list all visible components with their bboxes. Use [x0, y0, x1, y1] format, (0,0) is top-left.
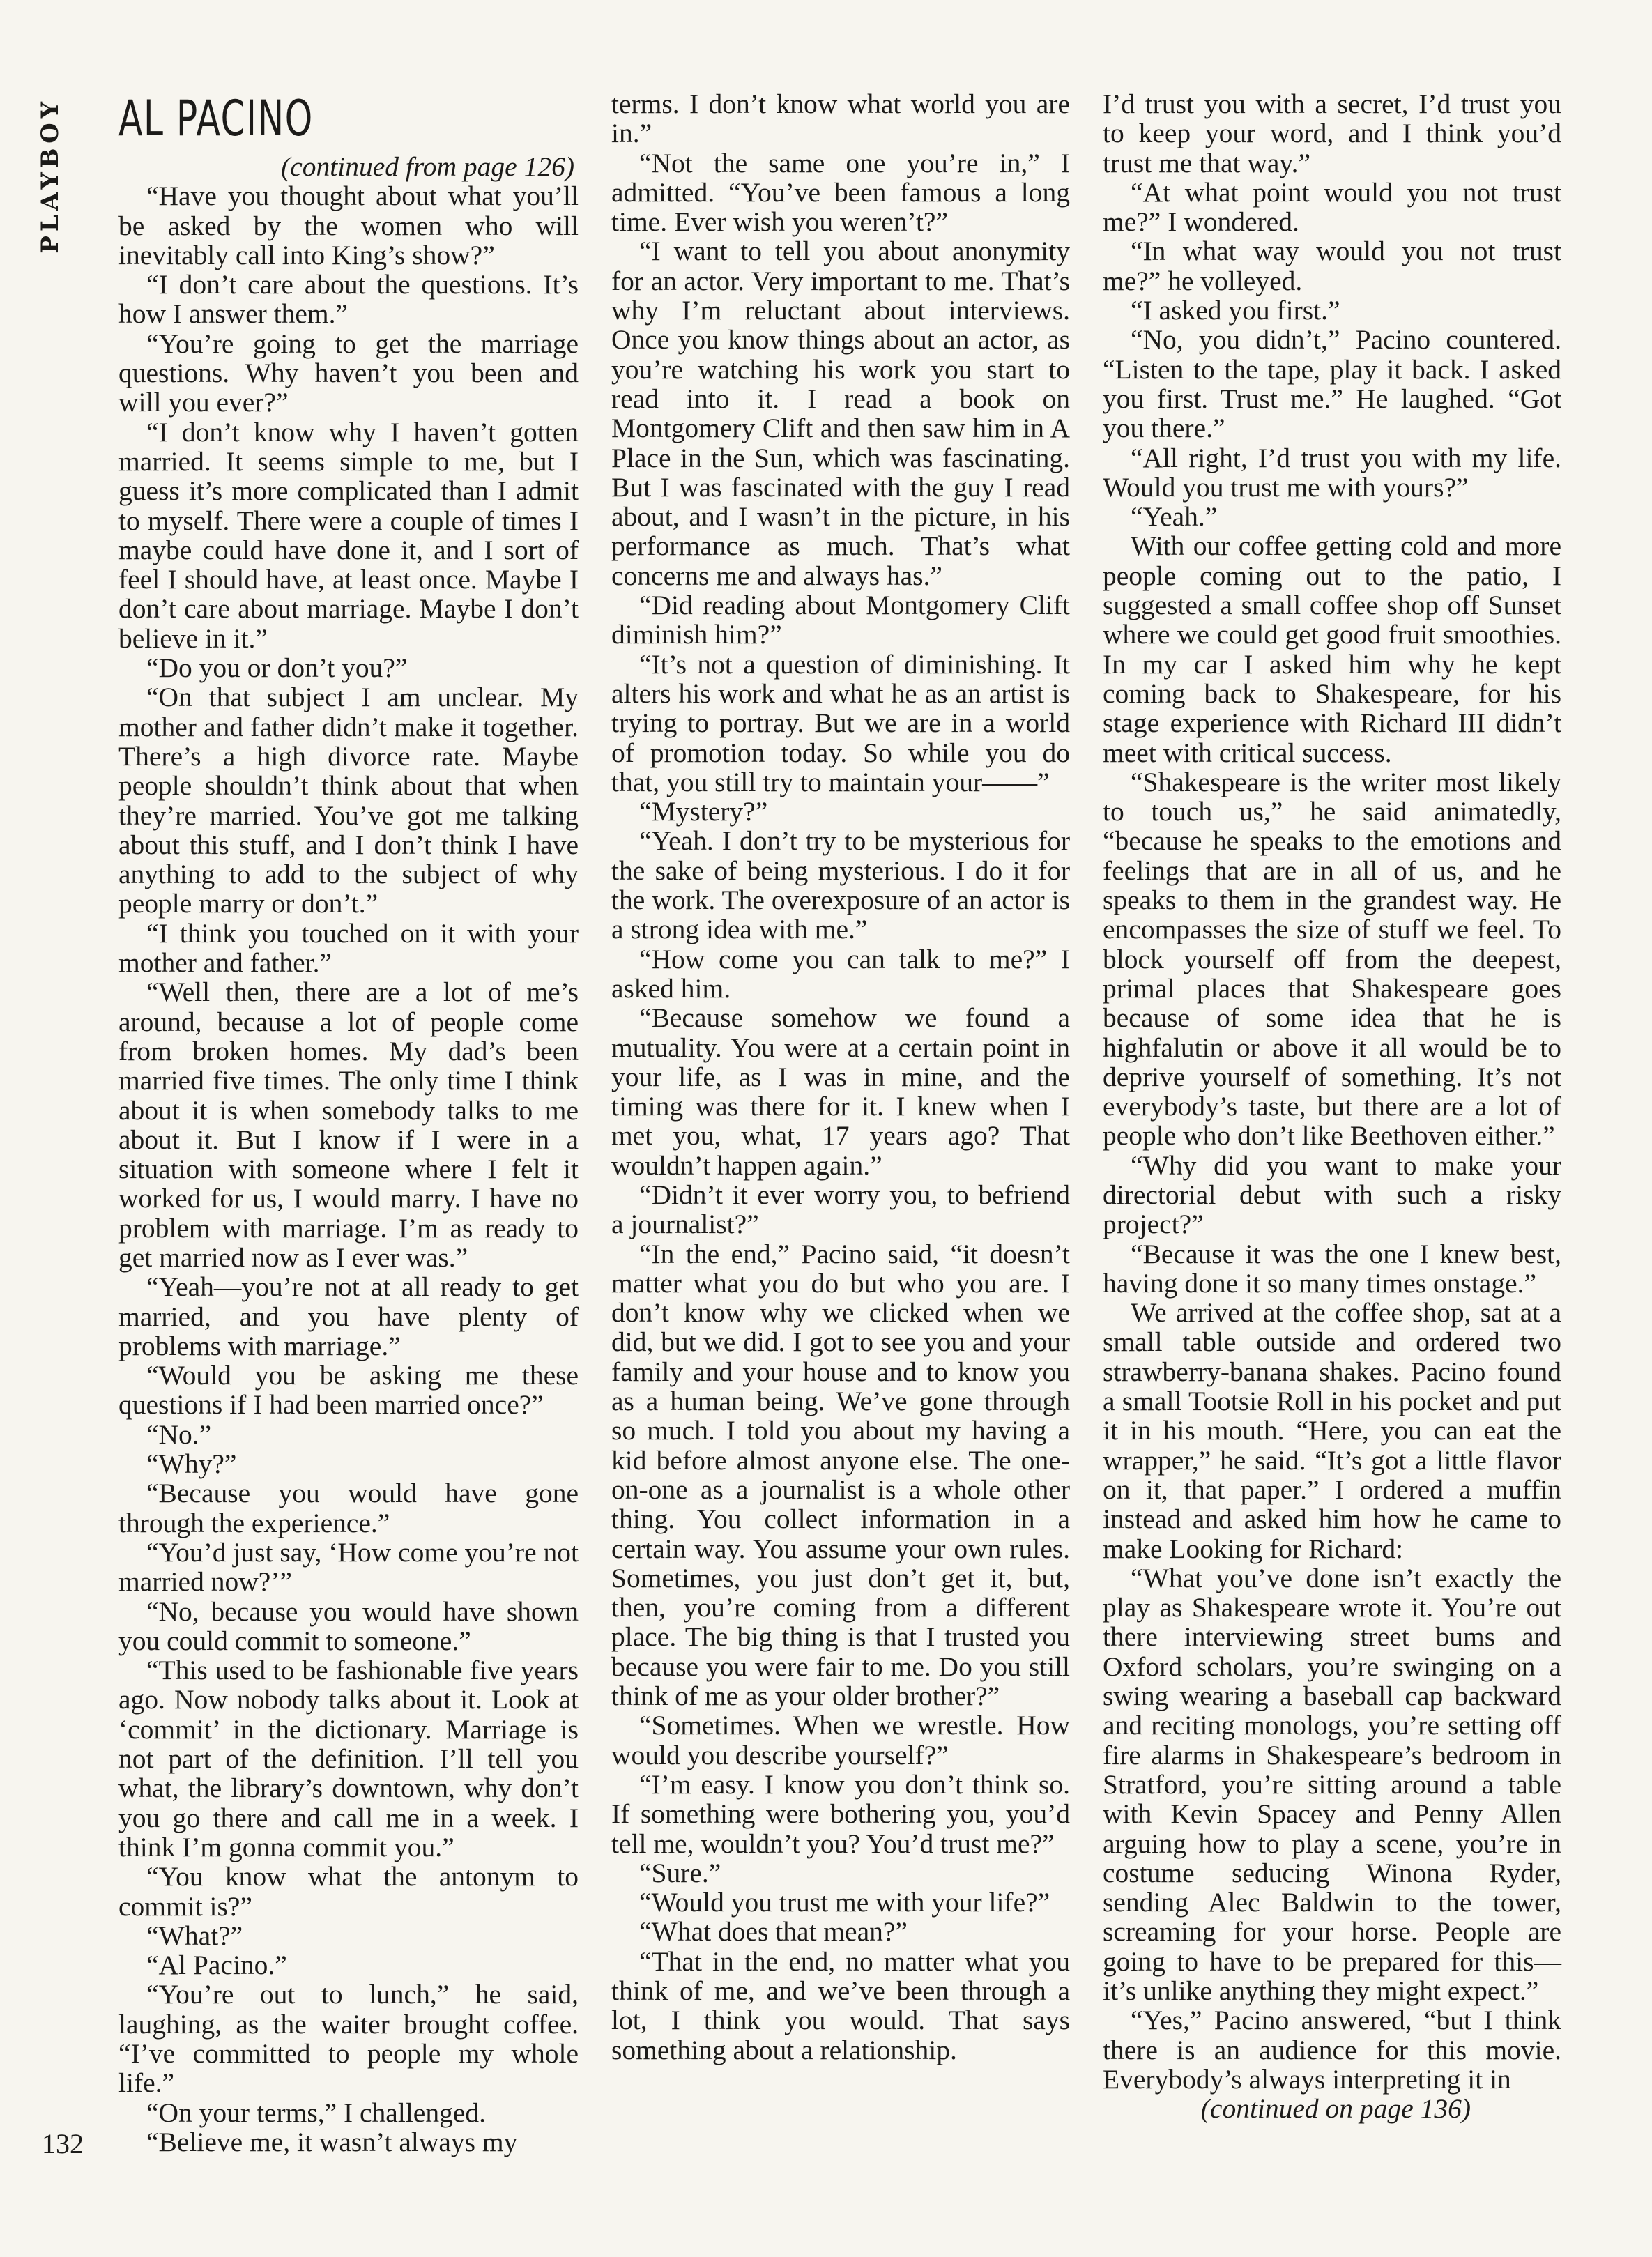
paragraph: “Because it was the one I knew best, having done it so many times onstage.” — [1103, 1238, 1561, 1299]
paragraph: “No.” — [146, 1418, 212, 1450]
paragraph: “Sure.” — [639, 1857, 721, 1888]
paragraph: “How come you can talk to me?” I asked him. — [611, 943, 1070, 1004]
paragraph: “You’d just say, ‘How come you’re not married now?’” — [118, 1536, 579, 1598]
paragraph: “Well then, there are a lot of me’s around, because a lot of people come from broken homes. My dad’s been married five times. The only time I think about it is when somebody talks to me about it. But I know if I were in a situation with someone where I felt it worked for us, I would marry. I have no problem with marriage. I’m as ready to get married now as I ever was.” — [118, 977, 579, 1273]
paragraph: “Yeah.” — [1131, 501, 1218, 533]
continued-from-note: (continued from page 126) — [281, 151, 574, 182]
paragraph: “This used to be fashionable five years ago. Now nobody talks about it. Look at ‘commit’ in the dictionary. Marriage is not part of the definition. I’ll tell you what, the library’s downtown, why don’t you go there and call me in a week. I think I’m gonna commit you.” — [118, 1655, 579, 1862]
paragraph: “I don’t care about the questions. It’s how I answer them.” — [118, 269, 579, 330]
paragraph: terms. I don’t know what world you are in.” — [611, 89, 1070, 149]
paragraph: I’d trust you with a secret, I’d trust you to keep your word, and I think you’d trust me that way.” — [1103, 89, 1561, 178]
article-headline: AL PACINO — [118, 90, 314, 147]
paragraph: “Why did you want to make your directorial debut with such a risky project?” — [1103, 1149, 1561, 1240]
column-2 — [611, 89, 1070, 2065]
paragraph: “Not the same one you’re in,” I admitted. “You’ve been famous a long time. Ever wish you weren’t?” — [611, 147, 1070, 238]
paragraph: “Yes,” Pacino answered, “but I think there is an audience for this movie. Everybody’s always interpreting it in — [1103, 2005, 1561, 2095]
paragraph: “In the end,” Pacino said, “it doesn’t matter what you do but who you are. I don’t know why we clicked when we did, but we did. I got to see you and your family and your house and to know you as a human being. We’ve gone through so much. I told you about my having a kid before almost anyone else. The one-on-one as a journalist is a whole other thing. You collect information in a certain way. You assume your own rules. Sometimes, you just don’t get it, but, then, you’re coming from a different place. The big thing is that I trusted you because you were fair to me. Do you still think of me as your older brother?” — [611, 1238, 1070, 1712]
column-3 — [1103, 89, 1561, 2123]
paragraph: “Because you would have gone through the experience.” — [118, 1478, 579, 1538]
paragraph: “You’re going to get the marriage questions. Why haven’t you been and will you ever?” — [118, 328, 579, 418]
paragraph: “It’s not a question of diminishing. It alters his work and what he as an artist is trying to portray. But we are in a world of promotion today. So while you do that, you still try to maintain your——” — [611, 648, 1070, 797]
paragraph: “What you’ve done isn’t exactly the play as Shakespeare wrote it. You’re out there interviewing street bums and Oxford scholars, you’re swinging on a swing wearing a baseball cap backward and reciting monologs, you’re setting off fire alarms in Shakespeare’s bedroom in Stratford, you’re sitting around a table with Kevin Spacey and Penny Allen arguing how to play a scene, you’re in costume seducing Winona Ryder, sending Alec Baldwin to the tower, screaming for your horse. People are going to have to be prepared for this—it’s unlike anything they might expect.” — [1103, 1562, 1561, 2006]
paragraph: “No, you didn’t,” Pacino countered. “Listen to the tape, play it back. I asked you first. Trust me.” He laughed. “Got you there.” — [1103, 324, 1561, 444]
paragraph: “What does that mean?” — [639, 1916, 908, 1948]
paragraph: “I don’t know why I haven’t gotten married. It seems simple to me, but I guess it’s more complicated than I admit to myself. There were a couple of times I maybe could have done it, and I sort of feel I should have, at least once. Maybe I don’t care about marriage. Maybe I don’t believe in it.” — [118, 416, 579, 654]
paragraph: “All right, I’d trust you with my life. Would you trust me with yours?” — [1103, 442, 1561, 503]
paragraph: “Didn’t it ever worry you, to befriend a journalist?” — [611, 1179, 1070, 1240]
paragraph: We arrived at the coffee shop, sat at a small table outside and ordered two strawberry-banana shakes. Pacino found a small Tootsie Roll in his pocket and put it in his mouth. “Here, you can eat the wrapper,” he said. “It’s got a little flavor on it, that paper.” I ordered a muffin instead and asked him how he came to make Looking for Richard: — [1103, 1297, 1561, 1564]
paragraph: “I want to tell you about anonymity for an actor. Very important to me. That’s why I’m reluctant about interviews. Once you know things about an actor, as you’re watching his work you start to read into it. I read a book on Montgomery Clift and then saw him in A Place in the Sun, which was fascinating. But I was fascinated with the guy I read about, and I wasn’t in the picture, in his performance as much. That’s what concerns me and always has.” — [611, 236, 1070, 591]
paragraph: “Have you thought about what you’ll be asked by the women who will inevitably call into King’s show?” — [118, 181, 579, 270]
paragraph: “I think you touched on it with your mother and father.” — [118, 917, 579, 979]
paragraph: “Al Pacino.” — [146, 1950, 287, 1981]
paragraph: “That in the end, no matter what you think of me, and we’ve been through a lot, I think you would. That says something about a relationship. — [611, 1945, 1070, 2065]
paragraph: “Because somehow we found a mutuality. You were at a certain point in your life, as I was in mine, and the timing was there for it. I knew when I met you, what, 17 years ago? That wouldn’t happen again.” — [611, 1002, 1070, 1181]
paragraph: “Did reading about Montgomery Clift diminish him?” — [611, 590, 1070, 650]
paragraph: “Yeah—you’re not at all ready to get married, and you have plenty of problems with marriage.” — [118, 1271, 579, 1361]
paragraph: “I’m easy. I know you don’t think so. If something were bothering you, you’d tell me, wouldn’t you? You’d trust me?” — [611, 1768, 1070, 1859]
page-number: 132 — [42, 2128, 84, 2159]
paragraph: “In what way would you not trust me?” he volleyed. — [1103, 236, 1561, 296]
paragraph: “Do you or don’t you?” — [146, 652, 408, 684]
paragraph: “No, because you would have shown you could commit to someone.” — [118, 1596, 579, 1656]
paragraph: “On that subject I am unclear. My mother and father didn’t make it together. There’s a high divorce rate. Maybe people shouldn’t think about that when they’re married. You’ve got me talking about this stuff, and I don’t think I have anything to add to the subject of why people marry or don’t.” — [118, 682, 579, 919]
paragraph: “Would you trust me with your life?” — [639, 1887, 1050, 1918]
paragraph: “What?” — [146, 1920, 243, 1951]
paragraph: With our coffee getting cold and more people coming out to the patio, I suggested a small coffee shop off Sunset where we could get good fruit smoothies. In my car I asked him why he kept coming back to Shakespeare, for his stage experience with Richard III didn’t meet with critical success. — [1103, 530, 1561, 768]
paragraph: “Shakespeare is the writer most likely to touch us,” he said animatedly, “because he speaks to the emotions and feelings that are in all of us, and he speaks to them in the grandest way. He encompasses the size of stuff we feel. To block yourself off from the deepest, primal places that Shakespeare goes because of some idea that he is highfalutin or above it all would be to deprive yourself of something. It’s not everybody’s taste, but there are a lot of people who don’t like Beethoven either.” — [1103, 766, 1561, 1152]
paragraph: “Why?” — [146, 1448, 237, 1480]
paragraph: “Sometimes. When we wrestle. How would you describe yourself?” — [611, 1710, 1070, 1770]
paragraph: “Would you be asking me these questions if I had been married once?” — [118, 1360, 579, 1421]
paragraph: “I asked you first.” — [1131, 295, 1340, 326]
paragraph: “On your terms,” I challenged. — [146, 2097, 486, 2128]
paragraph: “You know what the antonym to commit is?” — [118, 1861, 579, 1922]
paragraph: “Mystery?” — [639, 796, 768, 827]
paragraph: “Believe me, it wasn’t always my — [146, 2126, 518, 2157]
column-1 — [118, 89, 579, 2157]
paragraph: “At what point would you not trust me?” I wondered. — [1103, 176, 1561, 238]
paragraph: “Yeah. I don’t try to be mysterious for the sake of being mysterious. I do it for the work. The overexposure of an actor is a strong idea with me.” — [611, 825, 1070, 945]
paragraph: “You’re out to lunch,” he said, laughing, as the waiter brought coffee. “I’ve committed to people my whole life.” — [118, 1979, 579, 2099]
continued-on-note: (continued on page 136) — [1200, 2093, 1471, 2125]
magazine-name: PLAYBOY — [36, 98, 64, 254]
